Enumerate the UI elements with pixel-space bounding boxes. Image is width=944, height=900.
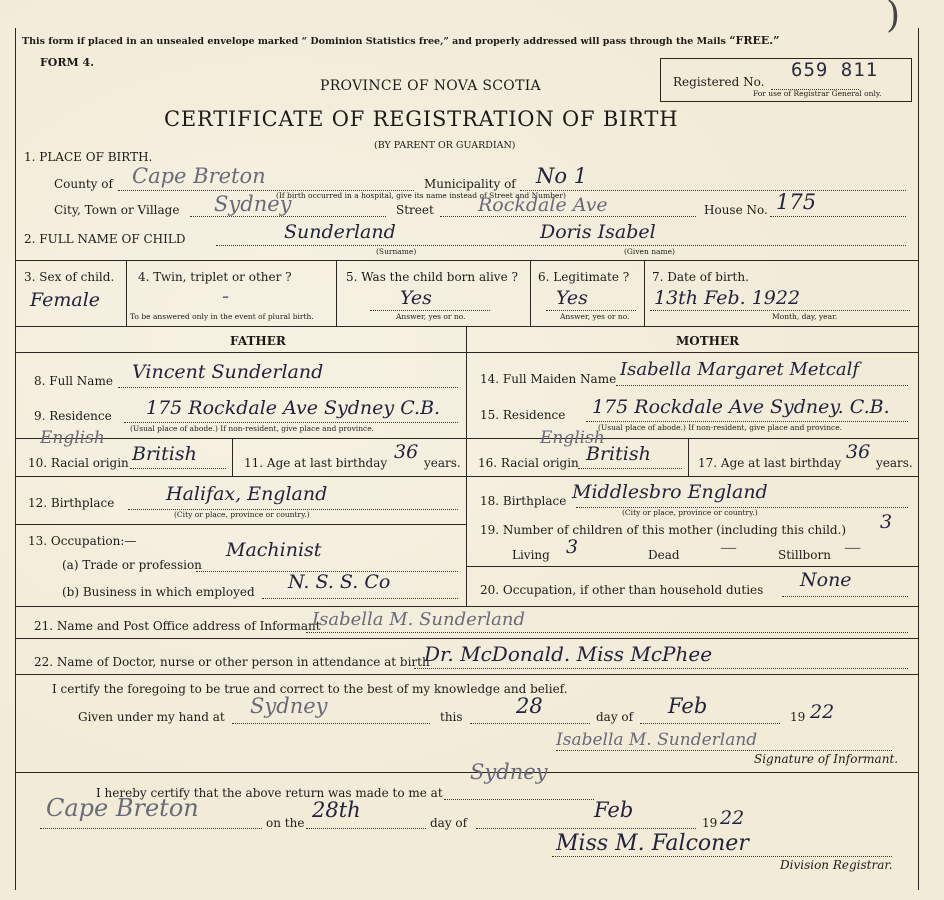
municipality-value: No 1 — [536, 164, 588, 188]
mother-racial-value: British — [586, 443, 651, 465]
mother-racial-label: 16. Racial origin — [478, 456, 579, 470]
legitimate-line — [546, 310, 636, 311]
father-residence-line — [124, 422, 458, 423]
mother-racial-line — [578, 468, 682, 469]
father-residence-note: (Usual place of abode.) If non-resident, give place and province. — [130, 424, 375, 433]
father-name-line — [118, 387, 458, 388]
registrar-day-of-label: day of — [430, 816, 468, 830]
father-racial-value: British — [132, 443, 197, 465]
street-label: Street — [396, 203, 434, 217]
father-racial-label: 10. Racial origin — [28, 456, 129, 470]
this-label: this — [440, 710, 463, 724]
page-subtitle: (BY PARENT OR GUARDIAN) — [374, 140, 516, 151]
father-trade-label: (a) Trade or profession — [62, 558, 202, 572]
mother-age-divider — [688, 438, 689, 476]
mother-birthplace-value: Middlesbro England — [572, 481, 768, 503]
legitimate-value: Yes — [556, 287, 588, 309]
this-day-line — [470, 723, 590, 724]
mother-racial-annotation: English — [540, 428, 605, 448]
county-label: County of — [54, 177, 113, 191]
mother-residence-value: 175 Rockdale Ave Sydney. C.B. — [592, 396, 890, 418]
father-name-value: Vincent Sunderland — [132, 361, 324, 383]
father-rule-2 — [15, 476, 466, 477]
father-birthplace-value: Halifax, England — [166, 483, 328, 505]
doctor-line — [414, 668, 908, 669]
mother-occupation-line — [782, 596, 908, 597]
registrar-note: For use of Registrar General only. — [753, 89, 882, 98]
alive-label: 5. Was the child born alive ? — [346, 270, 518, 284]
mother-birthplace-note: (City or place, province or country.) — [622, 508, 758, 517]
month-line — [640, 723, 780, 724]
father-heading: FATHER — [230, 334, 286, 348]
registrar-month-value: Feb — [594, 798, 634, 822]
mother-living-value: 3 — [566, 536, 579, 558]
alive-value: Yes — [400, 287, 432, 309]
mother-birthplace-label: 18. Birthplace — [480, 494, 567, 508]
registrar-year-prefix: 19 — [702, 816, 718, 830]
father-age-divider — [232, 438, 233, 476]
registrar-month-line — [476, 828, 696, 829]
dob-value: 13th Feb. 1922 — [654, 287, 801, 309]
legitimate-note: Answer, yes or no. — [560, 312, 630, 321]
registered-number: 659 811 — [791, 59, 879, 81]
certify-statement: I certify the foregoing to be true and correct to the best of my knowledge and belief. — [52, 682, 568, 696]
registrar-day-line — [306, 828, 426, 829]
mother-occupation-value: None — [800, 569, 852, 591]
mother-rule-3 — [466, 566, 918, 567]
informant-line — [306, 632, 908, 633]
given-place-line — [232, 723, 430, 724]
month-value: Feb — [668, 694, 708, 718]
father-rule-3 — [15, 524, 466, 525]
twin-label: 4. Twin, triplet or other ? — [138, 270, 292, 284]
father-racial-line — [130, 468, 226, 469]
mother-dead-value: — — [720, 538, 737, 558]
informant-bottom-rule — [15, 638, 918, 639]
given-caption: (Given name) — [624, 247, 675, 256]
informant-value: Isabella M. Sunderland — [312, 609, 525, 630]
child-given-name: Doris Isabel — [540, 221, 656, 243]
mother-residence-note: (Usual place of abode.) If non-resident, give place and province. — [598, 423, 843, 432]
alive-note: Answer, yes or no. — [396, 312, 466, 321]
informant-signature-line — [556, 750, 892, 751]
child-name-label: 2. FULL NAME OF CHILD — [24, 232, 186, 246]
mother-stillborn-value: — — [844, 538, 861, 558]
registrar-statement: I hereby certify that the above return was made to me at — [96, 786, 443, 800]
doctor-bottom-rule — [15, 674, 918, 675]
registrar-county-line — [40, 828, 262, 829]
parents-heading-rule — [15, 352, 918, 353]
place-of-birth-label: 1. PLACE OF BIRTH. — [24, 150, 153, 164]
mother-dead-label: Dead — [648, 548, 680, 562]
province-title: PROVINCE OF NOVA SCOTIA — [320, 78, 541, 94]
mother-heading: MOTHER — [676, 334, 740, 348]
row3-divider-3 — [530, 260, 531, 326]
county-value: Cape Breton — [132, 164, 266, 188]
registrar-signature: Miss M. Falconer — [556, 831, 749, 856]
year-prefix: 19 — [790, 710, 806, 724]
mother-age-unit: years. — [876, 456, 913, 470]
legitimate-label: 6. Legitimate ? — [538, 270, 630, 284]
hospital-note: (If birth occurred in a hospital, give its name instead of Street and Number) — [276, 191, 566, 200]
mother-children-label: 19. Number of children of this mother (including this child.) — [480, 523, 847, 537]
registered-label: Registered No. — [673, 75, 765, 89]
informant-label: 21. Name and Post Office address of Informant — [34, 619, 321, 633]
form-number: FORM 4. — [40, 56, 95, 69]
mother-name-label: 14. Full Maiden Name — [480, 372, 617, 386]
mother-residence-label: 15. Residence — [480, 408, 566, 422]
right-border — [918, 28, 919, 890]
house-line — [770, 216, 906, 217]
twin-value: - — [222, 284, 230, 308]
registrar-top-rule — [15, 772, 918, 773]
given-place-value: Sydney — [250, 694, 328, 718]
dob-line — [650, 310, 910, 311]
row3-top-rule — [15, 260, 918, 261]
father-occupation-label: 13. Occupation:— — [28, 534, 137, 548]
on-the-label: on the — [266, 816, 305, 830]
registrar-signature-line — [552, 856, 892, 857]
mother-rule-1 — [466, 438, 918, 439]
mother-residence-line — [586, 421, 908, 422]
mother-name-value: Isabella Margaret Metcalf — [620, 359, 860, 380]
informant-signature: Isabella M. Sunderland — [556, 730, 758, 750]
father-business-line — [262, 598, 458, 599]
father-birthplace-note: (City or place, province or country.) — [174, 510, 310, 519]
sex-value: Female — [30, 289, 101, 311]
father-racial-annotation: English — [40, 428, 105, 448]
father-trade-value: Machinist — [226, 539, 322, 561]
child-surname: Sunderland — [284, 221, 396, 243]
mail-notice: This form if placed in an unsealed envelope marked “ Dominion Statistics free,” and properly addressed will pass through the Mails “FREE.” — [22, 34, 780, 47]
mother-occupation-label: 20. Occupation, if other than household duties — [480, 583, 764, 597]
registrar-place-value: Sydney — [470, 760, 548, 784]
row3-divider-4 — [644, 260, 645, 326]
twin-note: To be answered only in the event of plural birth. — [130, 312, 314, 321]
father-age-value: 36 — [394, 441, 419, 463]
mother-age-value: 36 — [846, 441, 871, 463]
father-business-value: N. S. S. Co — [288, 571, 391, 593]
this-day-value: 28 — [516, 694, 543, 718]
row3-divider-2 — [336, 260, 337, 326]
father-age-label: 11. Age at last birthday — [244, 456, 388, 470]
mother-stillborn-label: Stillborn — [778, 548, 831, 562]
day-of-label: day of — [596, 710, 634, 724]
registered-box — [660, 58, 912, 102]
mother-rule-2 — [466, 476, 918, 477]
father-residence-label: 9. Residence — [34, 409, 112, 423]
year-value: 22 — [810, 701, 835, 723]
doctor-label: 22. Name of Doctor, nurse or other person in attendance at birth — [34, 655, 430, 669]
sex-label: 3. Sex of child. — [24, 270, 115, 284]
left-border — [15, 28, 16, 890]
dob-label: 7. Date of birth. — [652, 270, 749, 284]
given-under-label: Given under my hand at — [78, 710, 225, 724]
registrar-year-value: 22 — [720, 807, 745, 829]
street-value: Rockdale Ave — [478, 194, 608, 216]
row3-divider-1 — [126, 260, 127, 326]
father-name-label: 8. Full Name — [34, 374, 113, 388]
mother-name-line — [616, 385, 908, 386]
informant-top-rule — [15, 606, 918, 607]
father-residence-value: 175 Rockdale Ave Sydney C.B. — [146, 397, 441, 419]
mother-living-label: Living — [512, 548, 550, 562]
registrar-place-line — [444, 799, 594, 800]
informant-signature-caption: Signature of Informant. — [754, 752, 899, 766]
city-label: City, Town or Village — [54, 203, 180, 217]
child-name-line — [216, 245, 906, 246]
mother-children-value: 3 — [880, 511, 893, 533]
house-label: House No. — [704, 203, 768, 217]
city-line — [190, 216, 386, 217]
registrar-county-value: Cape Breton — [46, 794, 199, 822]
house-value: 175 — [776, 190, 817, 214]
city-value: Sydney — [214, 192, 292, 216]
registrar-caption: Division Registrar. — [780, 858, 893, 872]
mother-age-label: 17. Age at last birthday — [698, 456, 842, 470]
doctor-value: Dr. McDonald. Miss McPhee — [424, 642, 713, 666]
alive-line — [370, 310, 490, 311]
municipality-line — [520, 190, 906, 191]
father-age-unit: years. — [424, 456, 461, 470]
surname-caption: (Surname) — [376, 247, 417, 256]
dob-note: Month, day, year. — [772, 312, 838, 321]
page-title: CERTIFICATE OF REGISTRATION OF BIRTH — [164, 107, 679, 131]
municipality-label: Municipality of — [424, 177, 516, 191]
father-business-label: (b) Business in which employed — [62, 585, 255, 599]
margin-ink-mark: ) — [886, 0, 901, 36]
parents-divider — [466, 326, 467, 606]
registrar-day-value: 28th — [312, 798, 361, 822]
father-birthplace-label: 12. Birthplace — [28, 496, 115, 510]
